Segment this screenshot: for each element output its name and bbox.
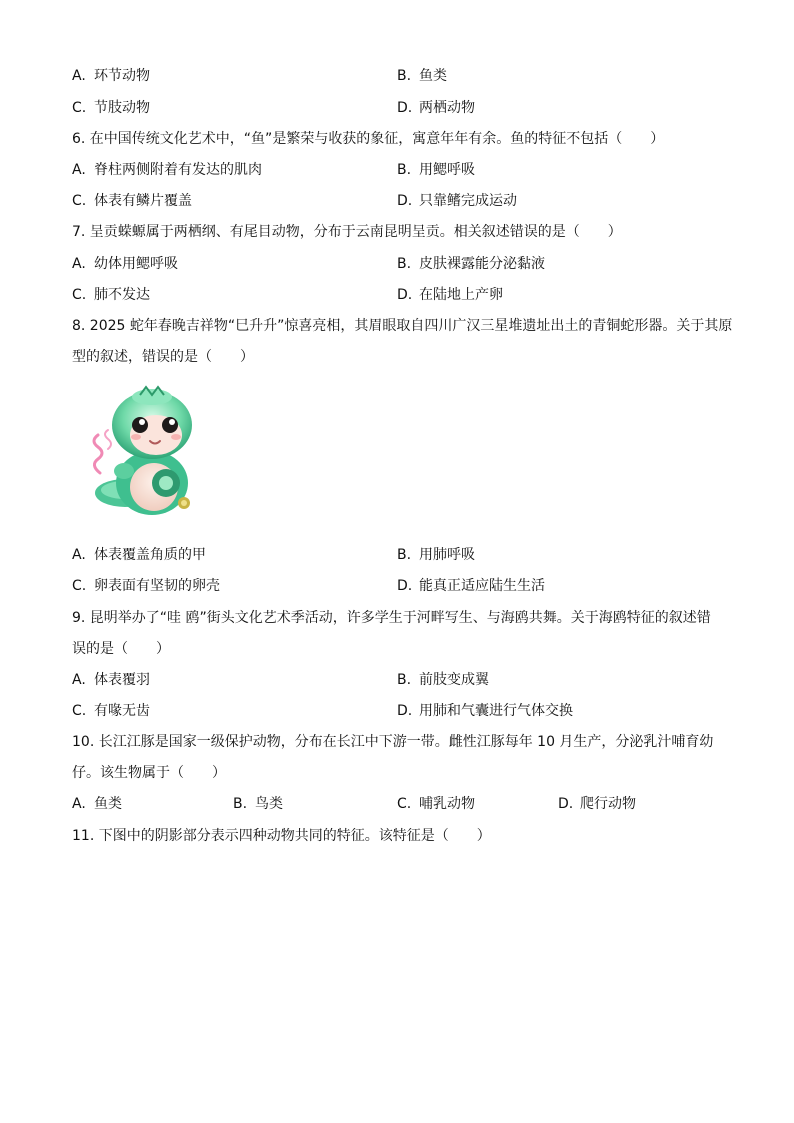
q8-stem-line2: 型的叙述，错误的是（ ） — [72, 349, 254, 365]
q7-option-c: C. 肺不发达 — [72, 287, 150, 303]
q6-stem: 6. 在中国传统文化艺术中，“鱼”是繁荣与收获的象征，寓意年年有余。鱼的特征不包括（ ） — [72, 131, 665, 147]
q7-option-d: D. 在陆地上产卵 — [397, 287, 503, 303]
q10-option-b: B. 鸟类 — [233, 796, 283, 812]
q9-option-d: D. 用肺和气囊进行气体交换 — [397, 703, 573, 719]
q9-option-b: B. 前肢变成翼 — [397, 672, 489, 688]
snake-mascot-image — [80, 375, 210, 525]
q9-option-c: C. 有喙无齿 — [72, 703, 150, 719]
q6-option-d: D. 只靠鳍完成运动 — [397, 193, 517, 209]
q10-option-a: A. 鱼类 — [72, 796, 122, 812]
q11-stem: 11. 下图中的阴影部分表示四种动物共同的特征。该特征是（ ） — [72, 828, 491, 844]
q10-option-d: D. 爬行动物 — [558, 796, 636, 812]
q9-option-a: A. 体表覆羽 — [72, 672, 150, 688]
q6-option-a: A. 脊柱两侧附着有发达的肌肉 — [72, 162, 262, 178]
q8-option-b: B. 用肺呼吸 — [397, 547, 475, 563]
q10-stem-line2: 仔。该生物属于（ ） — [72, 765, 226, 781]
q5-option-d: D. 两栖动物 — [397, 100, 475, 116]
q9-stem-line2: 误的是（ ） — [72, 641, 170, 657]
q7-stem: 7. 呈贡蝾螈属于两栖纲、有尾目动物，分布于云南昆明呈贡。相关叙述错误的是（ ） — [72, 224, 622, 240]
q8-option-a: A. 体表覆盖角质的甲 — [72, 547, 206, 563]
q5-option-a: A. 环节动物 — [72, 68, 150, 84]
q10-stem-line1: 10. 长江江豚是国家一级保护动物，分布在长江中下游一带。雌性江豚每年 10 月生产，分泌乳汁哺育幼 — [72, 734, 714, 750]
q8-option-d: D. 能真正适应陆生生活 — [397, 578, 545, 594]
q9-stem-line1: 9. 昆明举办了“哇 鸥”街头文化艺术季活动，许多学生于河畔写生、与海鸥共舞。关于海鸥特征的叙述错 — [72, 610, 711, 626]
q5-option-c: C. 节肢动物 — [72, 100, 150, 116]
q8-stem-line1: 8. 2025 蛇年春晚吉祥物“巳升升”惊喜亮相，其眉眼取自四川广汉三星堆遗址出土的青铜蛇形器。关于其原 — [72, 318, 733, 334]
q7-option-a: A. 幼体用鳃呼吸 — [72, 256, 178, 272]
q5-option-b: B. 鱼类 — [397, 68, 447, 84]
q6-option-c: C. 体表有鳞片覆盖 — [72, 193, 192, 209]
q6-option-b: B. 用鳃呼吸 — [397, 162, 475, 178]
q7-option-b: B. 皮肤裸露能分泌黏液 — [397, 256, 545, 272]
q8-option-c: C. 卵表面有坚韧的卵壳 — [72, 578, 220, 594]
q10-option-c: C. 哺乳动物 — [397, 796, 475, 812]
